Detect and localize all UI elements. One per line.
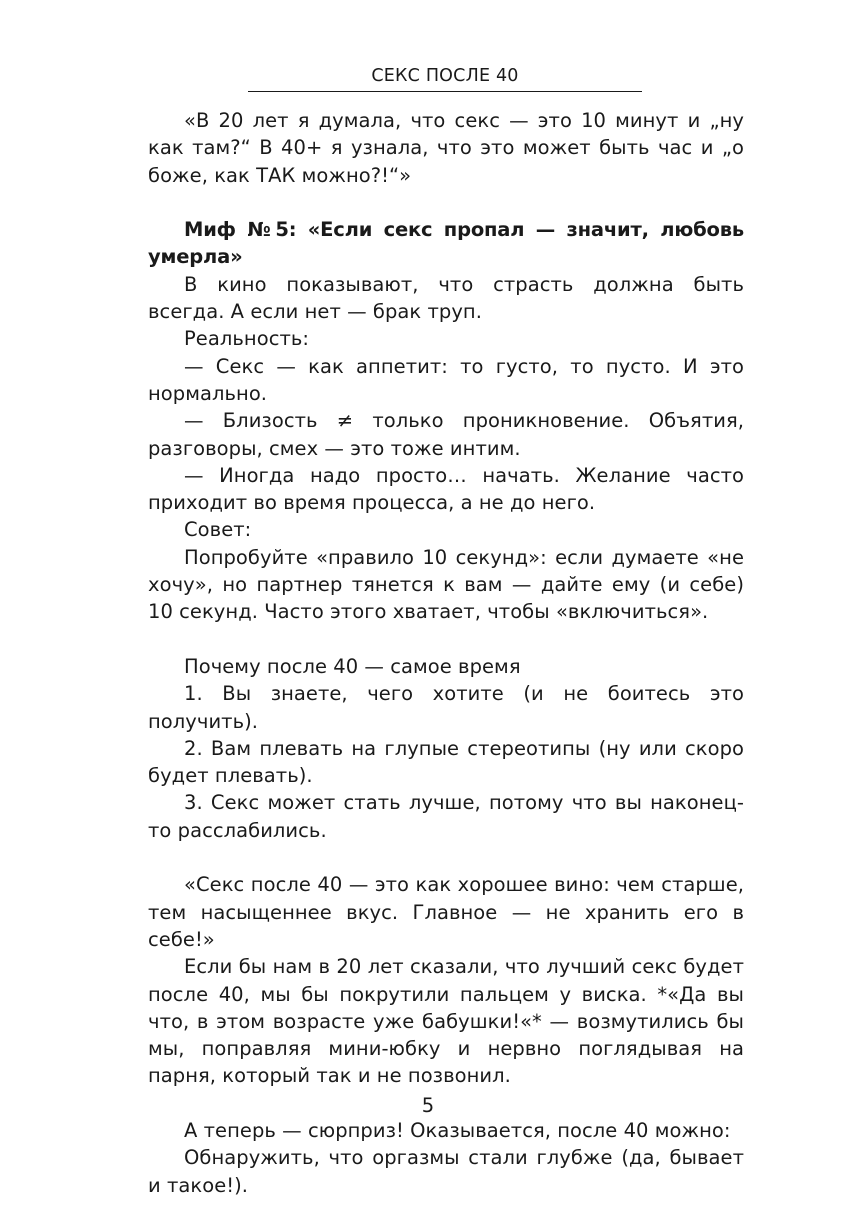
- body-paragraph: Попробуйте «правило 10 секунд»: если думаете «не хочу», но партнер тянется к вам — дайте ему (и себе) 10 секунд. Часто этого хватает, чтобы «включиться».: [148, 545, 744, 624]
- quote-paragraph: «В 20 лет я думала, что секс — это 10 минут и „ну как там?“ В 40+ я узнала, что это может быть час и „о боже, как ТАК можно?!“»: [148, 109, 744, 187]
- page-body: [148, 107, 744, 1199]
- paragraph-gap: [148, 189, 744, 216]
- list-item: — Иногда надо просто… начать. Желание часто приходит во время процесса, а не до него.: [148, 463, 744, 515]
- list-item: 2. Вам плевать на глупые стереотипы (ну или скоро будет плевать).: [148, 736, 744, 788]
- body-paragraph: Реальность:: [184, 327, 310, 351]
- quote-paragraph: «Секс после 40 — это как хорошее вино: чем старше, тем насыщеннее вкус. Главное — не хранить его в себе!»: [148, 873, 744, 951]
- paragraph-gap: [148, 844, 744, 871]
- body-paragraph: Совет:: [184, 518, 252, 542]
- list-item: — Близость ≠ только проникновение. Объятия, разговоры, смех — это тоже интим.: [148, 409, 744, 460]
- body-paragraph: Обнаружить, что оргазмы стали глубже (да, бывает и такое!).: [148, 1146, 744, 1197]
- page-number: 5: [421, 1094, 435, 1117]
- running-header: СЕКС ПОСЛЕ 40: [371, 66, 519, 86]
- body-paragraph: А теперь — сюрприз! Оказывается, после 40 можно:: [184, 1118, 731, 1142]
- header-rule: [248, 91, 642, 92]
- section-heading: Почему после 40 — самое время: [184, 654, 521, 678]
- section-heading-myth-5: Миф №5: «Если секс пропал — значит, любовь умерла»: [148, 218, 744, 269]
- body-paragraph: Если бы нам в 20 лет сказали, что лучший секс будет после 40, мы бы покрутили пальцем у виска. *«Да вы что, в этом возрасте уже бабушки!«* — возмутились бы мы, поправляя мини-юбку и нервно поглядывая на парня, который так и не позвонил.: [148, 955, 744, 1088]
- list-item: — Секс — как аппетит: то густо, то пусто. И это нормально.: [148, 354, 744, 405]
- list-item: 3. Секс может стать лучше, потому что вы наконец-то расслабились.: [148, 791, 744, 842]
- paragraph-gap: [148, 626, 744, 653]
- body-paragraph: В кино показывают, что страсть должна быть всегда. А если нет — брак труп.: [148, 272, 744, 324]
- list-item: 1. Вы знаете, чего хотите (и не боитесь это получить).: [148, 682, 744, 733]
